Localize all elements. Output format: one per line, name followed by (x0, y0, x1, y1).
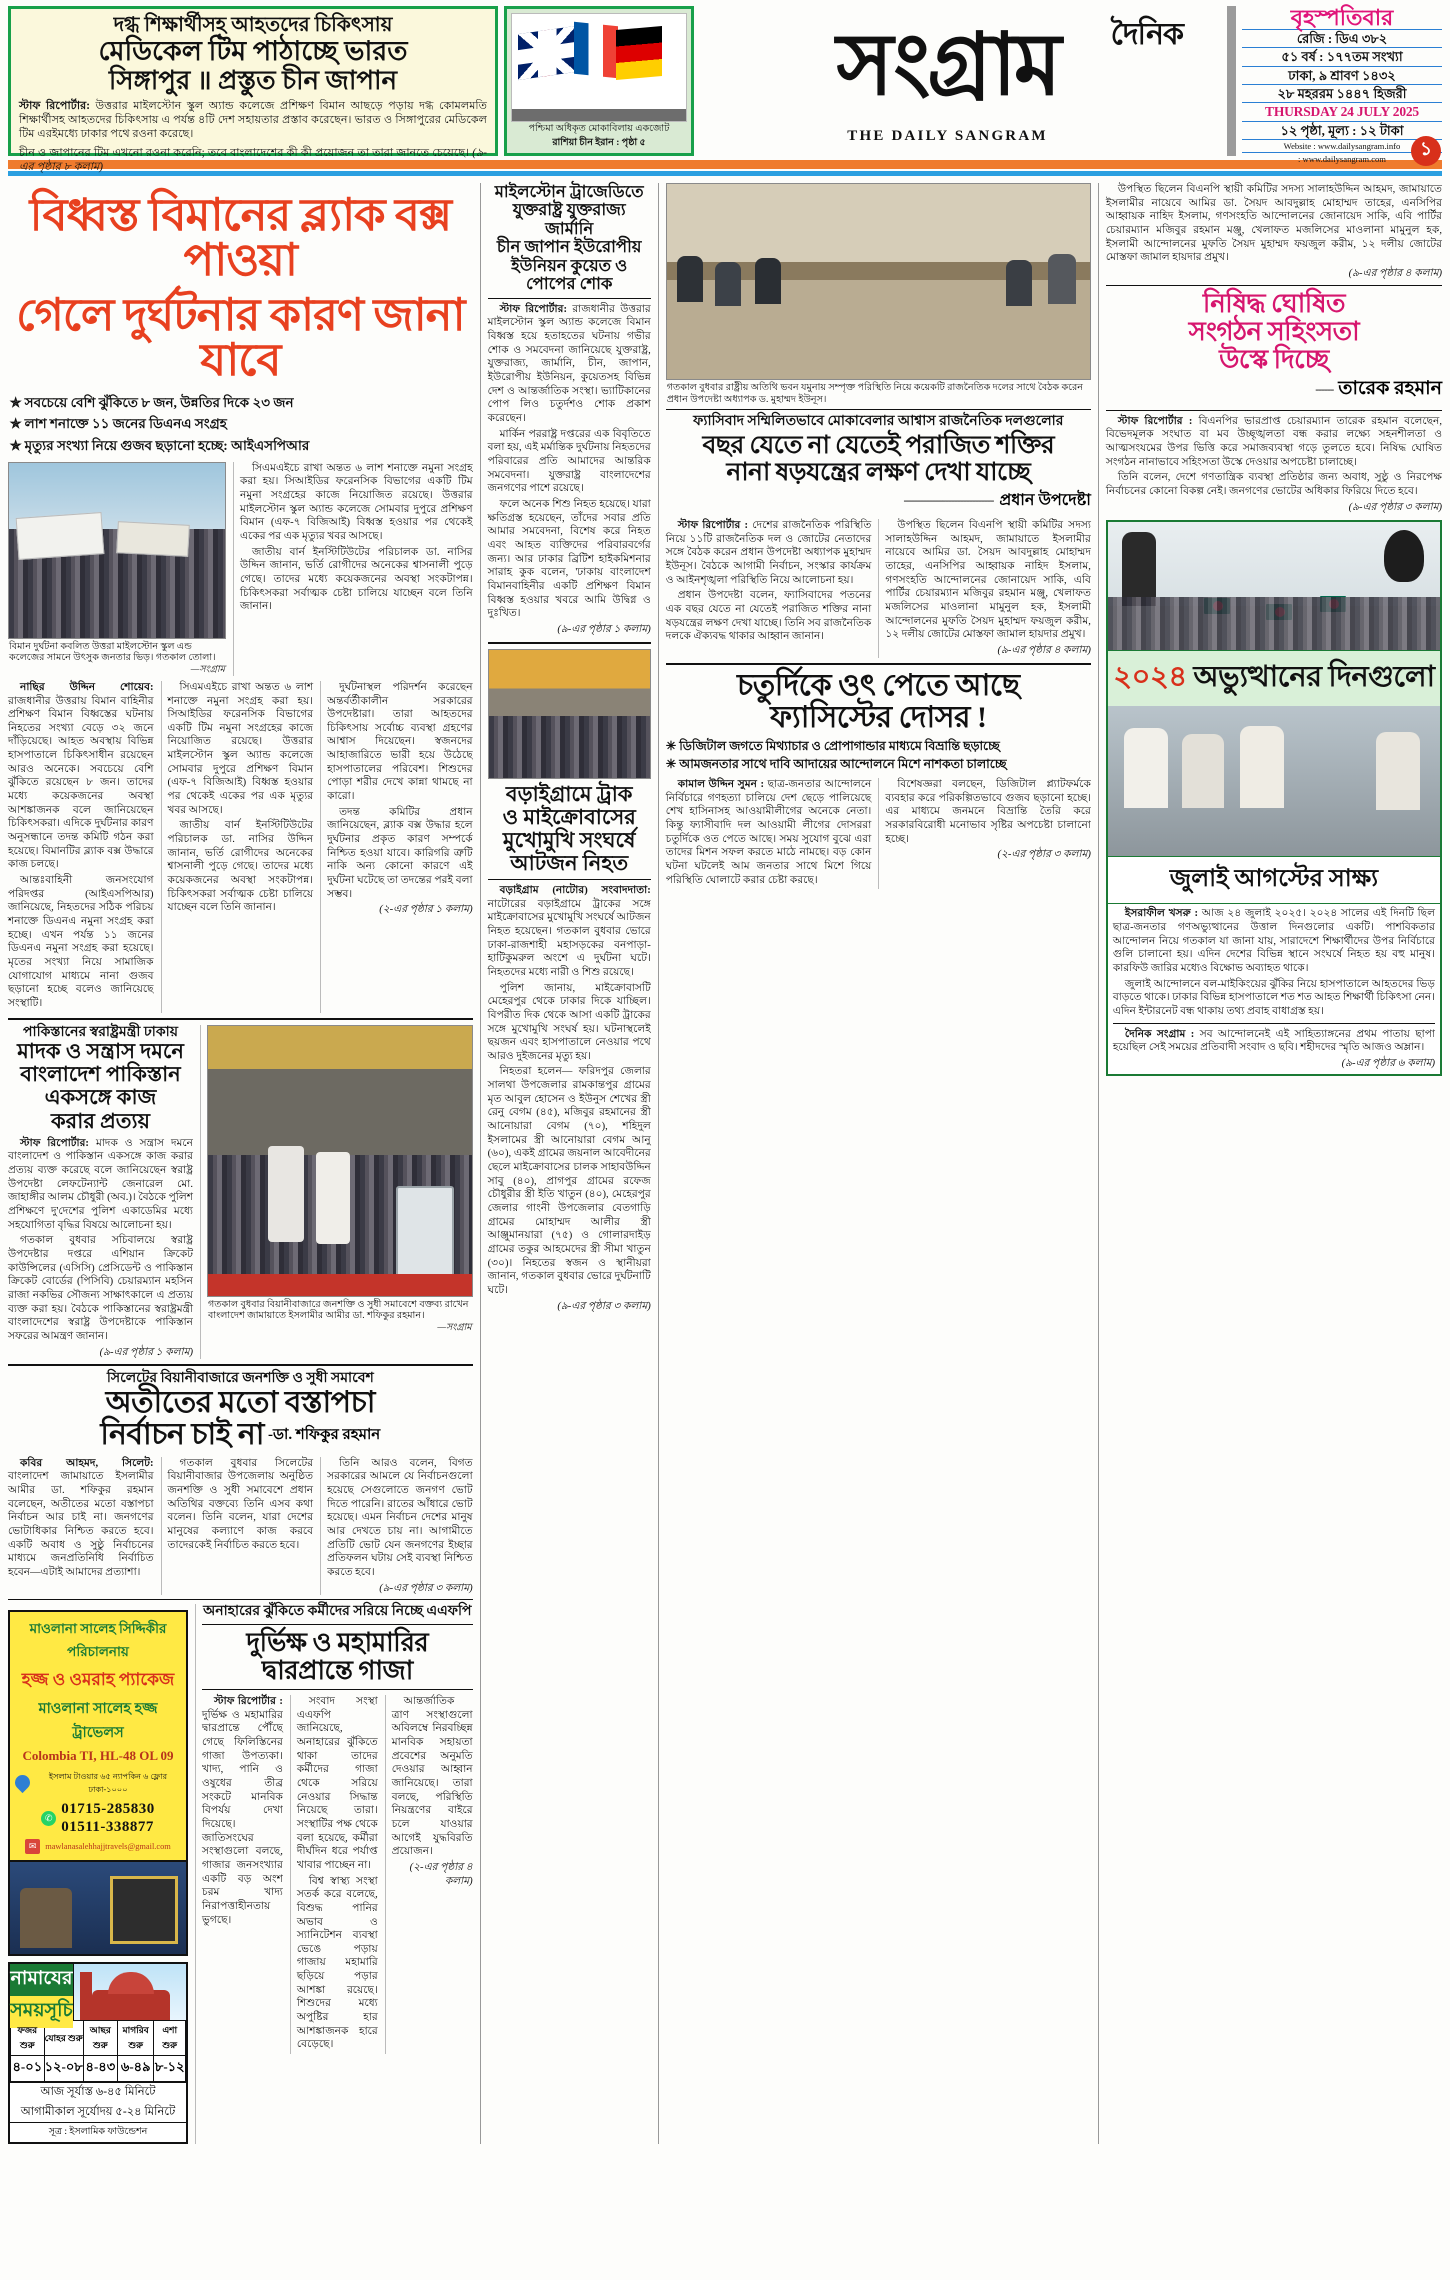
milestone-body (488, 303, 651, 637)
lead-photo (8, 462, 226, 639)
tarek-p1 (1106, 415, 1442, 470)
milestone-byline: স্টাফ রিপোর্টার: (499, 303, 567, 315)
prayer-time-maghrib: ৬-৪৯ (117, 2056, 153, 2082)
mail-icon: ✉ (25, 1839, 40, 1854)
consensus-attrib: প্রধান উপদেষ্টা (999, 492, 1091, 510)
uprising-title (1108, 651, 1440, 706)
lead-col1-p2: আন্তঃবাহিনী জনসংযোগ পরিদপ্তর (আইএসপিআর) জানিয়েছে, নিহতদের সঠিক পরিচয় শনাক্তে ডিএনএ নমুনা সংগ্রহ করা হচ্ছে। এখন পর্যন্ত ১১ জনের ডিএনএ নমুনা সংগ্রহ করা হয়েছে। মৃতের সংখ্যা নিয়ে সামাজিক যোগাযোগ মাধ্যমে নানা গুজব ছড়ানো হচ্ছে বলেও জানিয়েছে সংস্থাটি। (8, 875, 154, 1009)
baraigram-head-3: মুখোমুখি সংঘর্ষে (502, 827, 636, 852)
masthead-title-english: THE DAILY SANGRAM (847, 128, 1048, 144)
lead-photo-caption (8, 639, 226, 676)
minaret-icon (80, 1972, 92, 2020)
rally-photo-caption (207, 1297, 473, 1334)
uprising-artwork (1108, 522, 1440, 651)
hajj-ad-address-row (15, 1767, 181, 1797)
baraigram-byline: বড়াইগ্রাম (নাটোর) সংবাদদাতা: (499, 884, 651, 896)
fascist-bullet-2: ✳ আমজনতার সাথে দাবি আদায়ের আন্দোলনে মিশে নাশকতা চালাচ্ছে (665, 756, 1007, 771)
masthead-volume-issue: ৫১ বর্ষ : ১৭৭তম সংখ্যা (1242, 47, 1442, 65)
masthead (700, 5, 1442, 164)
pak-head-5: করার প্রত্যয় (50, 1108, 151, 1133)
teaser-line-2: মেডিকেল টিম পাঠাচ্ছে ভারত (98, 36, 408, 67)
column-consensus (658, 183, 1091, 2144)
prayer-time-isha: ৮-১২ (154, 2056, 186, 2082)
prayer-times-header (10, 1964, 186, 2020)
gaza-kicker: অনাহারের ঝুঁকিতে কর্মীদের সরিয়ে নিচ্ছে এএফপি (203, 1604, 472, 1620)
main-content (8, 183, 1442, 2144)
uprising-intro: আজ ২৪ জুলাই ২০২৫। ২০২৪ সালের এই দিনটি ছিল ছাত্র-জনতার গণঅভ্যুত্থানের উত্তাল দিনগুলোর একটি। পাশবিকতার আন্দোলন নিয়ে গতকাল যা জানা যায়, সারাদেশে শিক্ষার্থীদের উপর নির্বিচারে গুলি চালানো হয়। এদিন দেশের বিভিন্ন স্থানে সংঘর্ষে নিহত হয় বহু মানুষ। কারফিউ জারির মধ্যেও বিক্ষোভ অব্যাহত থাকে। (1112, 908, 1435, 975)
lead-photo-credit: —সংগ্রাম (190, 664, 225, 676)
lead-col1-p1 (8, 681, 154, 872)
milestone-head-2: যুক্তরাষ্ট্র যুক্তরাজ্য জার্মানি (512, 200, 626, 238)
fascist-byline: কামাল উদ্দিন সুমন : (677, 779, 765, 791)
uprising-2024-banner (1106, 520, 1442, 1075)
hajj-ad-email-row[interactable] (15, 1839, 181, 1854)
masthead-website-2[interactable]: : www.dailysangram.com (1242, 152, 1442, 165)
hajj-ad-line-3: মাওলানা সালেহ হজ্জ ট্রাভেলস (38, 1701, 158, 1742)
teaser-body-2 (19, 146, 487, 175)
sylhet-p1 (8, 1457, 154, 1580)
whatsapp-icon: ✆ (41, 1811, 56, 1826)
teaser-jump: (৯-এর পৃষ্ঠার ৮ কলাম) (19, 146, 487, 173)
masthead-registration: রেজি : ডিএ ৩৮২ (1242, 29, 1442, 47)
fascist-p2: বিশেষজ্ঞরা বলছেন, ডিজিটাল প্ল্যাটফর্মকে ব্যবহার করে পরিকল্পিতভাবে গুজব ছড়ানো হচ্ছে। এর মাধ্যমে জনমনে বিভ্রান্তি তৈরি করে সরকারবিরোধী মনোভাব সৃষ্টির অপচেষ্টা চালানো হচ্ছে। (885, 779, 1091, 845)
mosque-dome-icon (108, 1972, 154, 1994)
lead-jump: (২-এর পৃষ্ঠার ১ কলাম) (379, 904, 473, 916)
gaza-p2: সংবাদ সংস্থা এএফপি জানিয়েছে, অনাহারের ঝুঁকিতে থাকা তাদের কর্মীদের গাজা থেকে সরিয়ে নেওয়ার সিদ্ধান্ত নিয়েছে তারা। সংস্থাটির পক্ষ থেকে বলা হয়েছে, কর্মীরা দীর্ঘদিন ধরে পর্যাপ্ত খাবার পাচ্ছেন না। (296, 1696, 378, 1871)
lead-col2-p2: জাতীয় বার্ন ইনস্টিটিউটের পরিচালক ডা. নাসির উদ্দিন জানান, ভর্তি রোগীদের অনেকের শ্বাসনালী পুড়ে গেছে। তাদের মধ্যে কয়েকজনের অবস্থা সংকটাপন্ন। চিকিৎসকরা সর্বাত্মক চেষ্টা চালিয়ে যাচ্ছেন বলে তিনি জানান। (240, 546, 473, 613)
tarek-dash: ------ (1315, 382, 1334, 397)
pak-head-4: একসঙ্গে কাজ (44, 1085, 157, 1110)
consensus-columns (666, 519, 1091, 658)
milestone-head-3: চীন জাপান ইউরোপীয় (496, 237, 642, 257)
masthead-divider (1227, 6, 1236, 156)
consensus-body-text: দেশের রাজনৈতিক পরিস্থিতি নিয়ে ১১টি রাজনৈতিক দল ও জোটের নেতাদের সঙ্গে বৈঠক করেন প্রধান উপদেষ্টা অধ্যাপক মুহাম্মদ ইউনূস। বৈঠকে আগামী নির্বাচন, সংস্কার কার্যক্রম ও আইনশৃঙ্খলা পরিস্থিতি নিয়ে আলোচনা হয়। (665, 520, 872, 586)
consensus-p3: উপস্থিত ছিলেন বিএনপি স্থায়ী কমিটির সদস্য সালাহউদ্দিন আহমদ, জামায়াতে ইসলামীর নায়েবে আমির ডা. সৈয়দ আবদুল্লাহ মোহাম্মদ তাহের, এনসিপির আহ্বায়ক নাহিদ ইসলাম, গণসংহতি আন্দোলনের জোনায়েদ সাকি, এবি পার্টির চেয়ারম্যান মজিবুর রহমান মঞ্জু, খেলাফত মজলিসের মাওলানা মামুনুল হক, ইসলামী আন্দোলনের মুফতি সৈয়দ মুহাম্মদ ফয়জুল করীম, ১২ দলীয় জোটের মোস্তফা জামাল হায়দার প্রমুখ। (885, 520, 1091, 641)
cabinet-person-3 (755, 258, 781, 304)
fascist-bullet-1: ✳ ডিজিটাল জগতে মিথ্যাচার ও প্রোপাগান্ডার মাধ্যমে বিভ্রান্তি ছড়াচ্ছে (665, 739, 1000, 754)
portrait-figure (20, 1888, 72, 1948)
lead-bullet-list (10, 393, 471, 456)
cabinet-photo-caption: গতকাল বুধবার রাষ্ট্রীয় অতিথি ভবন যমুনায় সম্পৃক্ত পরিস্থিতি নিয়ে কয়েকটি রাজনৈতিক দলের সাথে বৈঠক করেন প্রধান উপদেষ্টা অধ্যাপক ড. মুহাম্মদ ইউনূস। (666, 382, 1084, 405)
uprising-person-3 (1240, 726, 1284, 808)
milestone-head-4: ইউনিয়ন কুয়েত ও (511, 255, 628, 275)
gaza-columns (202, 1695, 473, 2054)
uprising-person-2 (1182, 734, 1224, 808)
uprising-subtitle: জুলাই আগস্টের সাক্ষ্য (1108, 856, 1440, 904)
lead-body-col-1 (8, 681, 154, 1011)
sylhet-jump: (৯-এর পৃষ্ঠার ৩ কলাম) (379, 1582, 473, 1594)
top-strip (8, 5, 1442, 173)
hajj-ad-line-2: হজ্জ ও ওমরাহ প্যাকেজ (21, 1670, 175, 1690)
milestone-head-5: পোপের শোক (525, 274, 613, 294)
baraigram-p2: পুলিশ জানায়, মাইক্রোবাসটি মেহেরপুর থেকে ঢাকার দিকে যাচ্ছিল। বিপরীত দিক থেকে আসা একটি ট্রাকের সঙ্গে মুখোমুখি সংঘর্ষ হয়। ঘটনাস্থলেই ছয়জন এবং হাসপাতালে নেওয়ার পথে আরও দুইজনের মৃত্যু হয়। (487, 982, 651, 1062)
fascist-columns (666, 778, 1091, 889)
masthead-bangla-date: ঢাকা, ৯ শ্রাবণ ১৪৩২ (1242, 66, 1442, 84)
sylhet-columns (8, 1457, 473, 1596)
lead-col3-p2: তদন্ত কমিটির প্রধান জানিয়েছেন, ব্ল্যাক বক্স উদ্ধার হলে দুর্ঘটনার প্রকৃত কারণ সম্পর্কে নিশ্চিত হওয়া যাবে। কারিগরি ত্রুটি নাকি অন্য কোনো কারণে এই দুর্ঘটনা ঘটেছে তা তদন্তের পরই বলা সম্ভব। (327, 806, 473, 900)
sunset-note: আজ সূর্যাস্ত ৬-৪৫ মিনিটে (10, 2082, 186, 2103)
location-pin-icon (12, 1772, 33, 1793)
prayer-col-fajr: ফজর শুরু (11, 2021, 45, 2056)
tarek-body (1106, 415, 1442, 515)
sylhet-p3: তিনি আরও বলেন, বিগত সরকারের আমলে যে নির্বাচনগুলো হয়েছে সেগুলোতে জনগণ ভোট দিতে পারেনি। রাতের আঁধারে ভোট হয়েছে। এমন নির্বাচন দেশের মানুষ আর দেখতে চায় না। আগামীতে প্রতিটি ভোট যেন জনগণের ইচ্ছার প্রতিফলন ঘটায় সেই ব্যবস্থা নিশ্চিত করতে হবে। (327, 1457, 473, 1578)
gaza-p3: বিশ্ব স্বাস্থ্য সংস্থা সতর্ক করে বলেছে, বিশুদ্ধ পানির অভাব ও স্যানিটেশন ব্যবস্থা ভেঙে পড়ায় গাজায় মহামারি ছড়িয়ে পড়ার আশঙ্কা রয়েছে। শিশুদের মধ্যে অপুষ্টির হার আশঙ্কাজনক হারে বেড়েছে। (296, 1875, 378, 2051)
tarek-body-text: বিএনপির ভারপ্রাপ্ত চেয়ারম্যান তারেক রহমান বলেছেন, বিভেদমূলক সংঘাত বা মব উচ্ছৃঙ্খলতা বন্ধ করার লক্ষ্যে সহনশীলতা ও আত্মসংযমের উপর ভিত্তি করে সমাজব্যবস্থা গড়ে তুলতে হবে। নিষিদ্ধ ঘোষিত সংগঠন নানাভাবে সহিংসতা উস্কে দেওয়ার অপচেষ্টা চালাচ্ছে। (1105, 415, 1442, 468)
hajj-travel-ad[interactable] (8, 1610, 188, 1862)
baraigram-p1 (488, 884, 651, 980)
sylhet-attrib: -ডা. শফিকুর রহমান (267, 1426, 381, 1443)
column-milestone (480, 183, 651, 2144)
rally-stage-front (208, 1274, 472, 1296)
gaza-p4: আন্তর্জাতিক ত্রাণ সংস্থাগুলো অবিলম্বে নিরবচ্ছিন্ন মানবিক সহায়তা প্রবেশের অনুমতি দেওয়ার আহ্বান জানিয়েছে। তারা বলছে, পরিস্থিতি নিয়ন্ত্রণের বাইরে চলে যাওয়ার আগেই যুদ্ধবিরতি প্রয়োজন। (391, 1696, 473, 1858)
rally-podium (396, 1186, 454, 1288)
uprising-body (1113, 907, 1435, 1070)
masthead-hijri-date: ২৮ মহররম ১৪৪৭ হিজরী (1242, 84, 1442, 102)
hajj-ad-phone-2[interactable]: 01511-338877 (61, 1819, 154, 1836)
lead-col2-p1: সিএমএইচে রাখা অন্তত ৬ লাশ শনাক্তে নমুনা সংগ্রহ করা হয়। সিআইডির ফরেনসিক বিভাগের একটি টিম নমুনা সংগ্রহের কাজে নিয়োজিত রয়েছে। উত্তরার মাইলস্টোন স্কুল অ্যান্ড কলেজে সোমবার দুপুরে প্রশিক্ষণ বিমান (এফ-৭ বিজিআই) বিধ্বস্ত হওয়ার পর থেকেই একের পর এক মৃত্যুর খবর আসছে। (240, 462, 473, 543)
lead-body-col-2 (168, 681, 314, 915)
consensus-head-2: নানা ষড়যন্ত্রের লক্ষণ দেখা যাচ্ছে (726, 459, 1031, 487)
uprising-byline: ইসরাফীল খসরু : (1124, 908, 1199, 920)
prayer-time-asr: ৪-৪৩ (83, 2056, 117, 2082)
fascist-body-text: ছাত্র-জনতার আন্দোলনে নির্বিচারে গণহত্যা চালিয়ে দেশ ছেড়ে পালিয়েছে শেখ হাসিনাসহ আওয়ামীলীগের অনেকে নেতা। কিন্তু ফ্যাসীবাদি দল আওয়ামী লীগের দোসররা চতুর্দিকে ওত পেতে আছে। সময় সুযোগ বুঝে এরা তাদের মিশন সফল করতে মাঠে নামছে। বড় কোন ঘটনা ঘটলেই আম জনতার সাথে মিশে গিয়ে পরিস্থিতি ঘোলাটে করার চেষ্টা করছে। (665, 779, 872, 886)
prayer-times-header-row (11, 2021, 186, 2056)
fascist-col-1 (666, 778, 872, 887)
pak-p1 (8, 1137, 193, 1233)
baraigram-crowd (489, 716, 650, 777)
column-lead (8, 183, 473, 2144)
cabinet-person-2 (715, 262, 741, 306)
consensus-jump: (৯-এর পৃষ্ঠার ৪ কলাম) (997, 644, 1091, 656)
prayer-times-source: সূত্র : ইসলামিক ফাউন্ডেশন (10, 2122, 186, 2142)
flag-teaser-box (504, 6, 694, 156)
teaser-line-3: সিঙ্গাপুর ॥ প্রস্তুত চীন জাপান (108, 65, 398, 95)
uprising-person-1 (1124, 728, 1168, 808)
hajj-ad-line-1: মাওলানা সালেহ সিদ্দিকীর পরিচালনায় (29, 1621, 167, 1660)
fascist-bullets (666, 738, 1091, 773)
france-flag-icon (574, 22, 618, 79)
uprising-p2: জুলাই আন্দোলনে বল-মাইকিংয়ের ঝুঁকির নিয়ে হাসপাতালে আহতদের ভিড় বাড়তে থাকে। ঢাকার বিভিন্ন হাসপাতালে শত শত আহত শিক্ষার্থী চিকিৎসা নেন। এদিন ইন্টারনেট বন্ধ থাকায় তথ্য প্রবাহ বাধাগ্রস্ত হয়। (1112, 978, 1435, 1018)
baraigram-body (488, 884, 651, 1313)
lead-body-col-3 (327, 681, 473, 917)
mosque-base-icon (92, 1990, 170, 2020)
prayer-col-zuhr: যোহর শুরু (44, 2021, 83, 2056)
flag-pole-base (512, 109, 686, 121)
gaza-jump: (২-এর পৃষ্ঠার ৪ কলাম) (409, 1861, 473, 1887)
lead-col3-p1: দুর্ঘটনাস্থল পরিদর্শন করেছেন অন্তর্বর্তীকালীন সরকারের উপদেষ্টারা। তারা আহতদের চিকিৎসায় সর্বোচ্চ ব্যবস্থা গ্রহণের আশ্বাস দিয়েছেন। স্বজনদের আহাজারিতে ভারী হয়ে উঠেছে হাসপাতালের পরিবেশ। শিশুদের পোড়া শরীর দেখে কান্না থামছে না কারো। (327, 681, 473, 803)
lead-headline-line-1: বিধ্বস্ত বিমানের ব্ল্যাক বক্স পাওয়া (29, 190, 452, 285)
milestone-jump: (৯-এর পৃষ্ঠার ১ কলাম) (557, 623, 651, 635)
lead-col2b-p1: সিএমএইচে রাখা অন্তত ৬ লাশ শনাক্তে নমুনা সংগ্রহ করা হয়। সিআইডির ফরেনসিক বিভাগের একটি টিম নমুনা সংগ্রহের কাজে নিয়োজিত রয়েছে। উত্তরার মাইলস্টোন স্কুল অ্যান্ড কলেজে সোমবার দুপুরে প্রশিক্ষণ বিমান (এফ-৭ বিজিআই) বিধ্বস্ত হওয়ার পর থেকেই একের পর এক মৃত্যুর খবর আসছে। (167, 681, 314, 816)
kaaba-icon (110, 1876, 178, 1944)
rally-credit: —সংগ্রাম (437, 1322, 472, 1334)
fascist-p1 (666, 778, 872, 887)
lead-bullet-1: ✯ সবচেয়ে বেশি ঝুঁকিতে ৮ জন, উন্নতির দিকে ২৩ জন (10, 395, 294, 410)
uprising-footer-text: সব আন্দোলনেই এই সাহিত্যাঙ্গনের প্রথম পাতায় ছাপা হয়েছিল সেই সময়ের প্রতিবাদী সংবাদ ও ছবি। শহীদদের স্মৃতি আজও অম্লান। (1112, 1028, 1435, 1054)
consensus-kicker: ফ্যাসিবাদ সম্মিলিতভাবে মোকাবেলার আশ্বাস রাজনৈতিক দলগুলোর (693, 414, 1064, 430)
sylhet-kicker: সিলেটের বিয়ানীবাজারে জনশক্তি ও সুধী সমাবেশ (106, 1371, 374, 1387)
baraigram-p3: নিহতরা হলেন— ফরিদপুর জেলার সালথা উপজেলার রামকান্তপুর গ্রামের মৃত আবুল হোসেন ও ইউনুস শেখের স্ত্রী রেনু বেগম (৪৫), মজিবুর রহমানের স্ত্রী আনোয়ারা বেগম (৭০), শহিদুল ইসলামের স্ত্রী আনোয়ারা বেগম আনু (৬০), একই গ্রামের জয়নাল আবেদীনের ছেলে মাইক্রোবাসের চালক সাহাবউদ্দিন সাবু (৪০), প্রাগপুর গ্রামের রফেজ চৌধুরীর স্ত্রী ইতি খাতুন (৪০), মেহেরপুর জেলার গাংনী উপজেলার বেতগাড়ি গ্রামের মোহাম্মদ আলীর স্ত্রী আঞ্জুমানয়ারা (৭৫) ও গোলারদাইড় গ্রামের তকুর আহমেদের স্ত্রী সীমা খাতুন (৩০)। নিহতের স্বজন ও স্থানীয়রা জানান, গতকাল বুধবার ভোরে দুর্ঘটনাটি ঘটে। (487, 1066, 651, 1296)
hajj-ad-phone-row[interactable] (15, 1800, 181, 1836)
sylhet-p2: গতকাল বুধবার সিলেটের বিয়ানীবাজার উপজেলায় অনুষ্ঠিত জনশক্তি ও সুধী সমাবেশে প্রধান অতিথির বক্তব্যে তিনি এসব কথা বলেন। তিনি বলেন, যারা দেশের মানুষের কল্যাণে কাজ করবে তাদেরকেই নির্বাচিত করতে হবে। (167, 1457, 314, 1551)
uprising-photo (1108, 706, 1440, 856)
uk-flag-icon (518, 26, 576, 80)
tarek-overflow-jump: (৯-এর পৃষ্ঠার ৪ কলাম) (1348, 267, 1442, 279)
teaser-byline: স্টাফ রিপোর্টার: (19, 99, 90, 112)
fascist-head-1: চতুর্দিকে ওৎ পেতে আছে (737, 668, 1020, 702)
page-number-badge: ১ (1411, 136, 1441, 166)
prayer-times-value-row (11, 2056, 186, 2082)
milestone-p1 (488, 303, 651, 426)
hajj-ad-photo (8, 1862, 188, 1956)
pak-p2: গতকাল বুধবার সচিবালয়ে স্বরাষ্ট্র উপদেষ্টার দপ্তরে এশিয়ান ক্রিকেট কাউন্সিলের (এসিসি) প্রেসিডেন্ট ও পাকিস্তান ক্রিকেট বোর্ডের (পিসিবি) চেয়ারম্যান মহসিন রাজা নকভির সৌজন্য সাক্ষাৎকালে এ প্রত্যয় ব্যক্ত করা হয়। বৈঠকে পাকিস্তানের স্বরাষ্ট্রমন্ত্রী বাংলাদেশের স্বরাষ্ট্র উপদেষ্টাকে পাকিস্তান সফরের আমন্ত্রণ জানান। (8, 1235, 193, 1342)
rally-speaker-2 (316, 1152, 350, 1244)
gaza-byline: স্টাফ রিপোর্টার : (214, 1696, 283, 1707)
baraigram-head-2: ও মাইক্রোবাসের (502, 804, 636, 829)
lead-bullet-3: ✯ মৃত্যুর সংখ্যা নিয়ে গুজব ছড়ানো হচ্ছে: আইএসপিআর (10, 437, 310, 453)
prayer-times-table (10, 2020, 186, 2082)
flags-image (511, 13, 687, 122)
masthead-pages-price: ১২ পৃষ্ঠা, মূল্য : ১২ টাকা (1242, 121, 1442, 139)
lead-byline: নাছির উদ্দিন শোয়েব: (20, 681, 154, 693)
sylhet-col-2 (168, 1457, 314, 1553)
teaser-box (8, 6, 498, 173)
gaza-headline: দুর্ভিক্ষ ও মহামারির দ্বারপ্রান্তে গাজা (246, 1627, 429, 1685)
prayer-col-asr: আছর শুরু (83, 2021, 117, 2056)
rally-speaker-1 (268, 1146, 304, 1242)
gaza-p1 (202, 1695, 283, 1927)
tarek-attrib: তারেক রহমান (1338, 377, 1442, 399)
milestone-p3: ফলে অনেক শিশু নিহত হয়েছে। যারা ক্ষতিগ্রস্ত হয়েছেন, তাঁদের সবার প্রতি আমার সমবেদনা, বিশেষ করে নিহত এবং আহত ব্যক্তিদের পরিবারবর্গের জন্য। আর ঢাকার ব্রিটিশ হাইকমিশনার সারাহ কুক বলেন, 'ঢাকায় বাংলাদেশ বিমানবাহিনীর একটি প্রশিক্ষণ বিমান বিধ্বস্ত হওয়ার খবরে আমি উদ্বিগ্ন ও দুঃখিত। (487, 499, 651, 620)
teaser-body (19, 99, 487, 142)
hajj-ad-line-4: Colombia TI, HL-48 OL 09 (22, 1748, 174, 1764)
lead-body-col-mid (240, 462, 473, 614)
pak-body-text: মাদক ও সন্ত্রাস দমনে বাংলাদেশ ও পাকিস্তান একসঙ্গে কাজ করার প্রত্যয় ব্যক্ত করেছে বলে জানিয়েছেন স্বরাষ্ট্র উপদেষ্টা লেফটেন্যান্ট জেনারেল মো. জাহাঙ্গীর আলম চৌধুরী (অব.)। বৈঠকে পুলিশ প্রশিক্ষণে দু'দেশের পুলিশ একাডেমির মধ্যে সহযোগিতা বৃদ্ধির বিষয়ে আলোচনা হয়। (8, 1137, 193, 1231)
cabinet-person-4 (1048, 254, 1076, 304)
lead-bullet-2: ✯ লাশ শনাক্তে ১১ জনের ডিএনএ সংগ্রহ (10, 416, 227, 432)
cabinet-meeting-photo (666, 183, 1091, 380)
masthead-day: বৃহস্পতিবার (1290, 5, 1394, 30)
baraigram-photo (488, 649, 651, 779)
rally-caption-text: গতকাল বুধবার বিয়ানীবাজারে জনশক্তি ও সুধী সমাবেশে বক্তব্য রাখেন বাংলাদেশ জামায়াতে ইসলামীর আমীর ডা. শফিকুর রহমান। (208, 1298, 469, 1322)
tarek-top-overflow (1106, 183, 1442, 281)
mosque-illustration (73, 1964, 186, 2020)
consensus-col-1 (666, 519, 872, 644)
uprising-p3 (1113, 1028, 1435, 1055)
sylhet-head-1: অতীতের মতো বস্তাপচা (105, 1385, 375, 1419)
pak-byline: স্টাফ রিপোর্টার: (20, 1137, 89, 1149)
baraigram-body-text: নাটোরের বড়াইগ্রামে ট্রাকের সঙ্গে মাইক্রোবাসের মুখোমুখি সংঘর্ষে আটজন নিহত হয়েছেন। গতকাল বুধবার ভোরে ঢাকা-রাজশাহী মহাসড়কের বনপাড়া-হাটিকুমরুল অংশে এ দুর্ঘটনা ঘটে। নিহতদের মধ্যে নারী ও শিশু রয়েছে। (487, 898, 651, 978)
prayer-title-line-1: নামাযের (10, 1964, 73, 1996)
tarek-head-3: উস্কে দিচ্ছে (1219, 344, 1329, 374)
column-tarek (1098, 183, 1442, 2144)
tarek-overflow-text: উপস্থিত ছিলেন বিএনপি স্থায়ী কমিটির সদস্য সালাহউদ্দিন আহমদ, জামায়াতে ইসলামীর নায়েবে আমির ডা. সৈয়দ আবদুল্লাহ মোহাম্মদ তাহের, এনসিপির আহ্বায়ক নাহিদ ইসলাম, গণসংহতি আন্দোলনের জোনায়েদ সাকি, এবি পার্টির চেয়ারম্যান মজিবুর রহমান মঞ্জু, খেলাফত মজলিসের মাওলানা মামুনুল হক, ইসলামী আন্দোলনের মুফতি সৈয়দ মুহাম্মদ ফয়জুল করীম, ১২ দলীয় জোটের মোস্তফা জামাল হায়দার প্রমুখ। (1105, 184, 1442, 264)
fascist-col-2 (885, 778, 1091, 862)
uprising-person-4 (1376, 732, 1420, 810)
sylhet-body-text: বাংলাদেশ জামায়াতে ইসলামীর আমীর ডা. শফিকুর রহমান বলেছেন, অতীতের মতো বস্তাপচা নির্বাচন আর চাই না। জনগণের ভোটাধিকার নিশ্চিত করতে হবে। একটি অবাধ ও সুষ্ঠু নির্বাচনের মাধ্যমে জনপ্রতিনিধি নির্বাচিত হবেন—এটাই আমাদের প্রত্যাশা। (8, 1471, 154, 1578)
hajj-ad-address: ইসলাম টাওয়ার ৬৫ ন্যাপকিন ৬ ফ্লোর ঢাকা-১০০০ (48, 1772, 168, 1795)
prayer-time-zuhr: ১২-০৮ (44, 2056, 83, 2082)
lead-col1-text: রাজধানীর উত্তরায় বিমান বাহিনীর প্রশিক্ষণ বিমান বিধ্বস্তের ঘটনায় নিহতের সংখ্যা বেড়ে ৩২ জনে দাঁড়িয়েছে। আহত অবস্থায় বিভিন্ন হাসপাতালে চিকিৎসাধীন রয়েছেন আরও অনেকে। সবচেয়ে বেশি ঝুঁকিতে রয়েছেন ৮ জন। তাদের মধ্যে কয়েকজনের অবস্থা আশঙ্কাজনক বলে জানিয়েছেন চিকিৎসকরা। এদিকে দুর্ঘটনার কারণ অনুসন্ধানে তদন্ত কমিটি গঠন করা হয়েছে। বিমানটির ব্ল্যাক বক্স উদ্ধারে কাজ চলছে। (8, 695, 154, 871)
consensus-col-2 (885, 519, 1091, 658)
consensus-p1 (666, 519, 872, 587)
cabinet-person-5 (1006, 260, 1032, 306)
milestone-head-1: মাইলস্টোন ট্রাজেডিতে (494, 182, 644, 201)
uprising-title-rest: অভ্যুত্থানের দিনগুলো (1193, 661, 1435, 694)
consensus-byline: স্টাফ রিপোর্টার : (677, 520, 749, 532)
lead-photo-banner-2 (116, 521, 190, 557)
lead-headline-line-2: গেলে দুর্ঘটনার কারণ জানা যাবে (16, 290, 465, 385)
sylhet-col-1 (8, 1457, 154, 1580)
baraigram-jump: (৯-এর পৃষ্ঠার ৩ কলাম) (557, 1300, 651, 1312)
pak-head-2: মাদক ও সন্ত্রাস দমনে (17, 1039, 184, 1064)
gaza-col-1 (202, 1695, 283, 1927)
tarek-head-1: নিষিদ্ধ ঘোষিত (1202, 288, 1346, 318)
prayer-times-box (8, 1962, 188, 2144)
masthead-info (1242, 5, 1442, 164)
prayer-times-title (10, 1964, 73, 2020)
sylhet-col-3 (327, 1457, 473, 1596)
uprising-footer-label: দৈনিক সংগ্রাম : (1124, 1028, 1195, 1040)
masthead-nameplate (700, 6, 1221, 156)
gaza-col-2 (297, 1695, 378, 2052)
rally-photo (207, 1025, 473, 1297)
lead-photo-caption-text: বিমান দুর্ঘটনা কবলিত উত্তরা মাইলস্টোন স্কুল এন্ড কলেজের সামনে উৎসুক জনতার ভিড়। গতকাল তোলা। (9, 640, 216, 664)
consensus-dash: ------------------------------ (903, 493, 994, 508)
pak-jump: (৯-এর পৃষ্ঠার ১ কলাম) (99, 1346, 193, 1358)
lead-lower-columns (8, 681, 473, 1013)
teaser-body-text-2: চীন ও জাপানের টিম এখনো রওনা করেনি; তবে বাংলাদেশের কী কী প্রয়োজন তা তারা জানতে চেয়েছে। (19, 146, 470, 159)
tarek-head-2: সংগঠন সহিংসতা (1188, 316, 1360, 346)
prayer-col-maghrib: মাগরিব শুরু (117, 2021, 153, 2056)
tarek-jump: (৯-এর পৃষ্ঠার ৩ কলাম) (1348, 501, 1442, 513)
tarek-p2: তিনি বলেন, দেশে গণতান্ত্রিক ব্যবস্থা প্রতিষ্ঠার জন্য অবাধ, সুষ্ঠু ও নিরপেক্ষ নির্বাচনের কোনো বিকল্প নেই। জনগণের ভোটের অধিকার ফিরিয়ে দিতে হবে। (1105, 472, 1442, 498)
lead-col2b-p2: জাতীয় বার্ন ইনস্টিটিউটের পরিচালক ডা. নাসির উদ্দিন জানান, ভর্তি রোগীদের অনেকের শ্বাসনালী পুড়ে গেছে। তাদের মধ্যে কয়েকজনের অবস্থা সংকটাপন্ন। চিকিৎসকরা সর্বাত্মক চেষ্টা চালিয়ে যাচ্ছেন বলে তিনি জানান। (167, 820, 314, 914)
teaser-body-text: উত্তরার মাইলস্টোন স্কুল অ্যান্ড কলেজে প্রশিক্ষণ বিমান আছড়ে পড়ায় দগ্ধ কোমলমতি শিক্ষার্থীসহ আহতদের চিকিৎসায় এ পর্যন্ত ৪টি দেশ সহায়তার প্রস্তাব করেছেন। ভারত ও সিঙ্গাপুরের মেডিকেল টিম এরইমধ্যে ঢাকার পথে রওনা করেছে। (19, 99, 488, 141)
baraigram-head-4: আটজন নিহত (510, 850, 629, 875)
prayer-time-fajr: ৪-০১ (11, 2056, 45, 2082)
cabinet-person-1 (677, 256, 703, 302)
hajj-ad-email[interactable]: mawlanasalehhajjtravels@gmail.com (45, 1842, 171, 1852)
prayer-title-line-2: সময়সূচি (10, 1996, 73, 2028)
tarek-byline: স্টাফ রিপোর্টার : (1117, 415, 1193, 427)
fascist-head-2: ফ্যাসিস্টের দোসর ! (770, 701, 987, 735)
pak-head-3: বাংলাদেশ পাকিস্তান (20, 1062, 181, 1087)
uprising-jump: (৯-এর পৃষ্ঠার ৬ কলাম) (1341, 1057, 1435, 1069)
uprising-title-year: ২০২৪ (1113, 661, 1187, 694)
fascist-jump: (২-এর পৃষ্ঠার ৩ কলাম) (997, 849, 1091, 861)
hajj-ad-phone-1[interactable]: 01715-285830 (61, 1801, 155, 1818)
sylhet-byline: কবির আহমদ, সিলেট: (20, 1457, 154, 1469)
uprising-portrait-icon (1384, 530, 1424, 582)
milestone-p2: মার্কিন পররাষ্ট্র দপ্তরের এক বিবৃতিতে বলা হয়, এই মর্মান্তিক দুর্ঘটনায় নিহতদের পরিবারের প্রতি আমাদের আন্তরিক সমবেদনা। যুক্তরাষ্ট্র বাংলাদেশের জনগণের পাশে রয়েছে। (487, 428, 651, 495)
baraigram-head-1: বড়াইগ্রামে ট্রাক (505, 781, 633, 806)
sunrise-note: আগামীকাল সূর্যোদয় ৫-২৪ মিনিটে (20, 2105, 176, 2118)
sylhet-head-2: নির্বাচন চাই না (100, 1418, 264, 1452)
masthead-website[interactable]: Website : www.dailysangram.info (1242, 139, 1442, 152)
uprising-crowd (1108, 597, 1440, 651)
consensus-head-1: বছর যেতে না যেতেই পরাজিত শক্তির (702, 432, 1055, 460)
germany-flag-icon (616, 26, 662, 80)
uprising-p1 (1113, 907, 1435, 975)
consensus-p2: প্রধান উপদেষ্টা বলেন, ফ্যাসিবাদের পতনের এক বছর যেতে না যেতেই পরাজিত শক্তির নানা ষড়যন্ত্রের লক্ষণ দেখা যাচ্ছে। তিনি সব রাজনৈতিক দলকে ঐক্যবদ্ধ থাকার আহ্বান জানান। (665, 590, 872, 643)
prayer-col-isha: এশা শুরু (154, 2021, 186, 2056)
masthead-english-date: THURSDAY 24 JULY 2025 (1242, 102, 1442, 121)
teaser-line-1: দগ্ধ শিক্ষার্থীসহ আহতদের চিকিৎসায় (113, 14, 393, 36)
lead-photo-banner (16, 512, 105, 560)
gaza-body-text: দুর্ভিক্ষ ও মহামারির দ্বারপ্রান্তে পৌঁছে গেছে ফিলিস্তিনের গাজা উপত্যকা। খাদ্য, পানি ও ওষুধের তীব্র সংকটে মানবিক বিপর্যয় দেখা দিয়েছে। জাতিসংঘের সংস্থাগুলো বলছে, গাজার জনসংখ্যার একটি বড় অংশ চরম খাদ্য নিরাপত্তাহীনতায় ভুগছে। (202, 1709, 283, 1926)
pak-kicker: পাকিস্তানের স্বরাষ্ট্রমন্ত্রী ঢাকায় (23, 1024, 178, 1040)
milestone-body-text: রাজধানীর উত্তরার মাইলস্টোন স্কুল অ্যান্ড কলেজে বিমান বিধ্বস্ত হয়ে হতাহতের ঘটনায় গভীর শোক ও সমবেদনা জানিয়েছে যুক্তরাষ্ট্র, যুক্তরাজ্য, জার্মানি, চীন, জাপান, ইউরোপীয় ইউনিয়ন, কুয়েতসহ বিভিন্ন দেশ ও আন্তর্জাতিক সংস্থা। ভ্যাটিকানের পোপ লিও চতুর্দশও শোক প্রকাশ করেছেন। (487, 303, 651, 425)
pak-body (8, 1137, 193, 1360)
flag-caption-1: পশ্চিমা অধিকৃত মোকাবিলায় একজোট (528, 124, 670, 135)
masthead-title: সংগ্রাম (836, 17, 1059, 113)
gaza-col-3 (392, 1695, 473, 1888)
flag-caption-2: রাশিয়া চীন ইরান : পৃষ্ঠা ৫ (552, 137, 646, 148)
masthead-daily-word: দৈনিক (1110, 18, 1183, 51)
